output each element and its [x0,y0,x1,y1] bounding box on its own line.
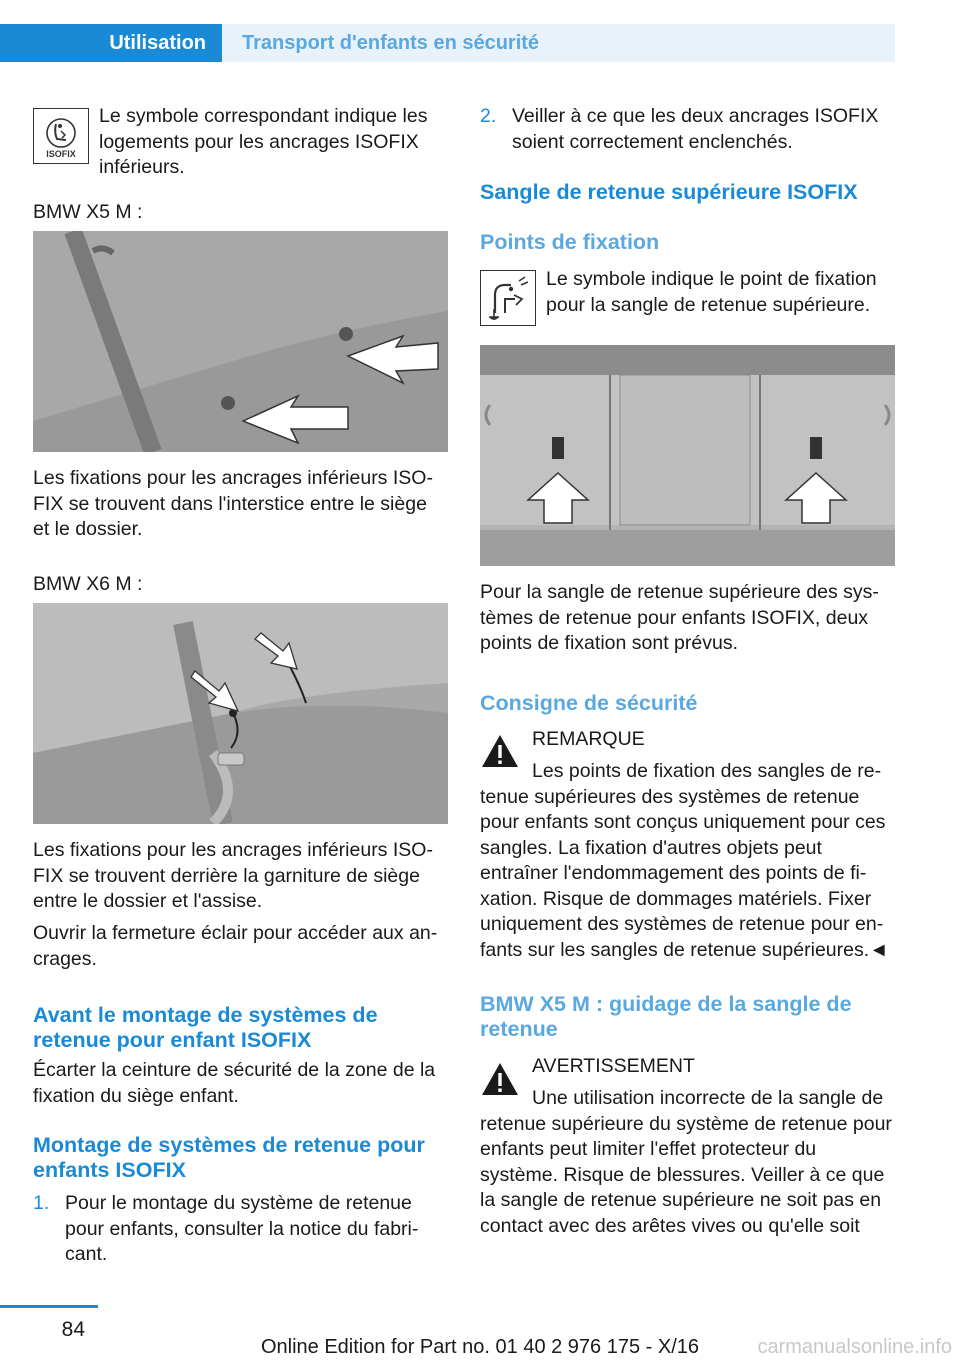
edition-text: Online Edition for Part no. 01 40 2 976 175 - X/16 [260,1336,700,1358]
x6-isofix-photo [33,603,448,824]
step-number: 2. [480,105,497,127]
heading-before-mounting: Avant le montage de systèmes de retenue pour enfant ISOFIX [33,1003,378,1052]
footer-accent-line [0,1305,98,1308]
page-header [0,24,895,62]
notice-body: Les points de fixation des sangles de retenue supérieures des systèmes de retenue pour enfants sont conçus uniquement pour ces sangles. La fixation d'autres objets peut entraîner l'endommagement des points de fixation. Risque de dommages matériels. Fixer uniquement des systèmes de retenue pour enfants sur les sangles de retenue supérieures.◄ [480,760,889,961]
x5-label: BMW X5 M : [33,201,143,223]
isofix-symbol [33,108,89,164]
x5-caption: Les fixations pour les ancrages inférieurs ISOFIX se trouvent dans l'interstice entre le siège et le dossier. [33,467,433,540]
top-tether-symbol-text: Le symbole indique le point de fixation pour la sangle de retenue supérieure. [546,268,877,316]
page-number: 84 [61,1318,85,1341]
notice-label: REMARQUE [532,728,645,750]
tether-anchor-points-photo [480,345,895,566]
x6-label: BMW X6 M : [33,573,143,595]
warning-body: Une utilisation incorrecte de la sangle de retenue supérieure du système de retenue pour enfants peut limiter l'effet protecteur du système. Risque de blessures. Veiller à ce que la sangle de retenue supérieure ne soit pas en contact avec des arêtes vives ou qu'elle soit [480,1087,892,1237]
anchor-points-caption: Pour la sangle de retenue supérieure des systèmes de retenue pour enfants ISOFIX, deux points de fixation sont prévus. [480,581,879,654]
zip-instruction: Ouvrir la fermeture éclair pour accéder aux ancrages. [33,922,438,970]
step-number: 1. [33,1192,50,1214]
x5-isofix-photo [33,231,448,452]
step-text: Veiller à ce que les deux ancrages ISOFIX soient correctement enclenchés. [512,105,879,153]
section-tab[interactable]: Transport d'enfants en sécurité [222,24,895,62]
watermark: carmanualsonline.info [757,1336,952,1358]
warning-label: AVERTISSEMENT [532,1055,695,1077]
heading-top-tether: Sangle de retenue supérieure ISOFIX [480,180,858,204]
x6-caption: Les fixations pour les ancrages inférieurs ISOFIX se trouvent derrière la garniture de siège entre le dossier et l'assise. [33,839,433,912]
warning-text [480,1086,895,1239]
notice-text [480,759,895,963]
chapter-tab[interactable]: Utilisation [0,24,222,62]
heading-mounting: Montage de systèmes de retenue pour enfants ISOFIX [33,1133,425,1182]
heading-anchor-points: Points de fixation [480,230,660,254]
step-2 [480,104,895,155]
top-tether-anchor-icon [481,271,535,325]
isofix-symbol-text: Le symbole correspondant indique les logements pour les ancrages ISOFIX inférieurs. [99,105,428,178]
step-1 [33,1191,448,1268]
step-text: Pour le montage du système de retenue pour enfants, consulter la notice du fabricant. [65,1192,419,1265]
heading-strap-guidance: BMW X5 M : guidage de la sangle de retenue [480,992,852,1041]
top-tether-symbol [480,270,536,326]
heading-safety-note: Consigne de sécurité [480,691,698,715]
isofix-badge-text: ISOFIX [46,149,76,159]
before-mounting-text: Écarter la ceinture de sécurité de la zone de la fixation du siège enfant. [33,1059,436,1107]
